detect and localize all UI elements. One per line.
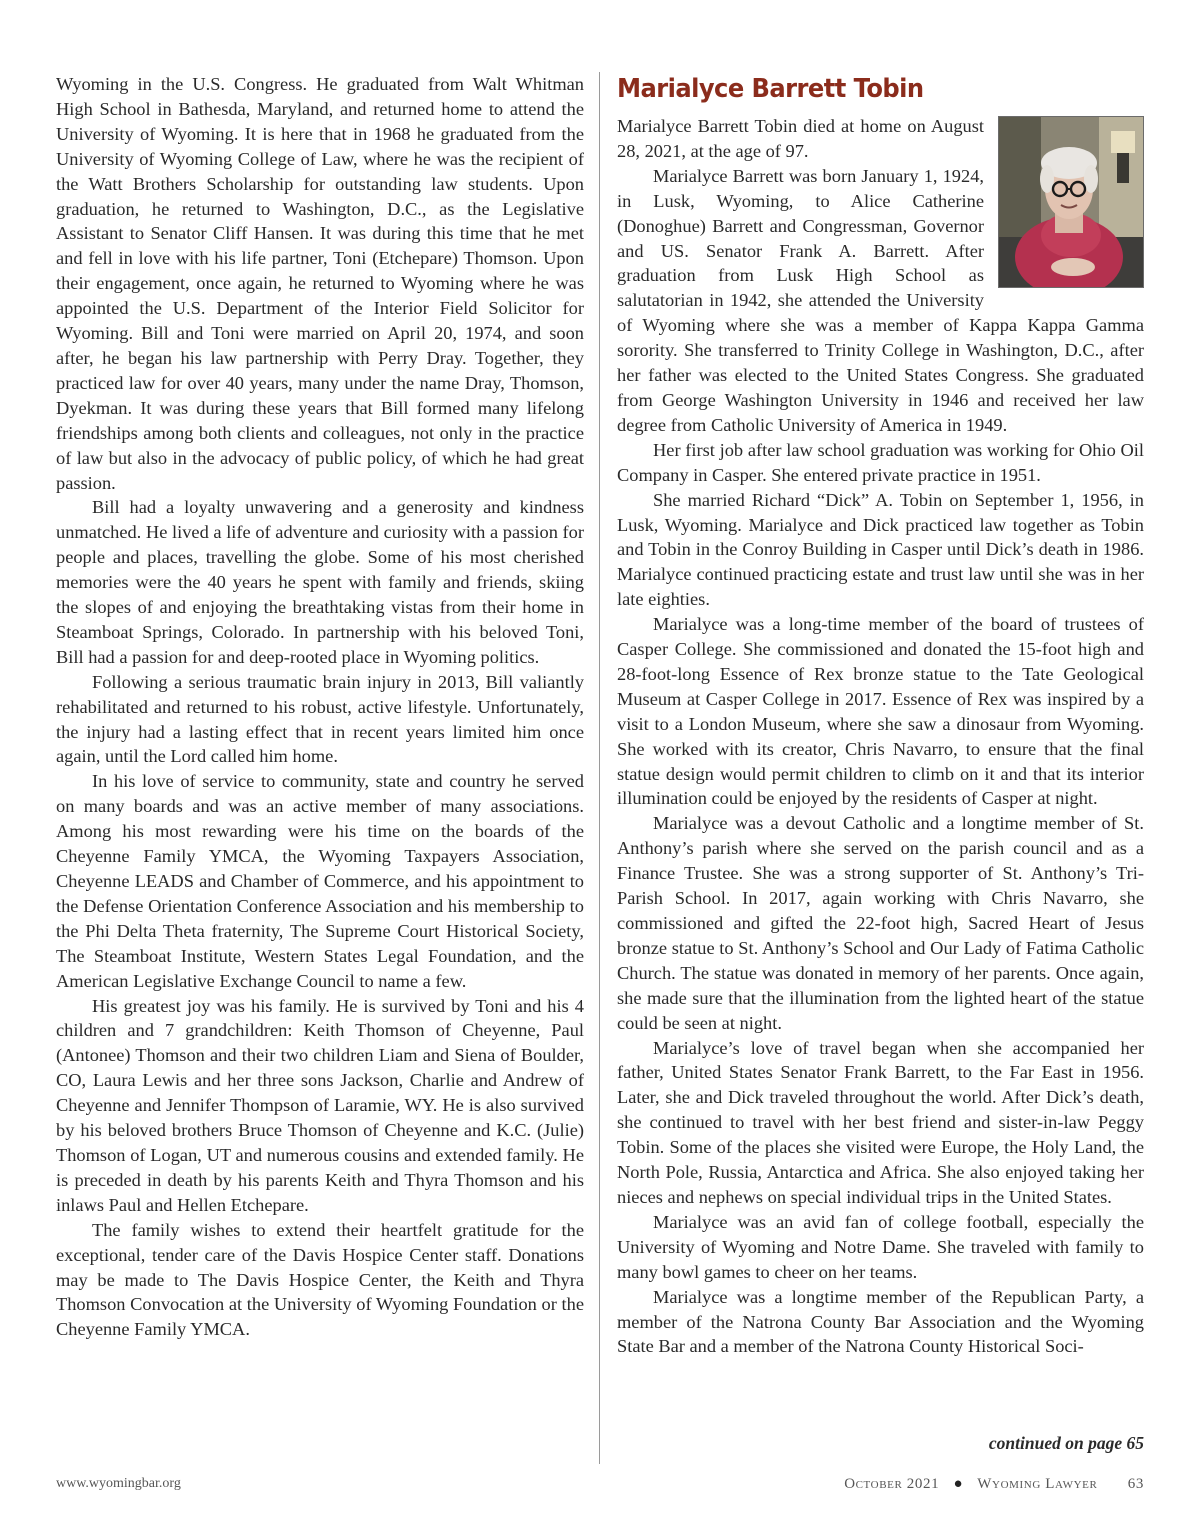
- right-paragraph-5: Marialyce was a long-time member of the board of trustees of Casper College. She commissioned and donated the 15-foot high and 28-foot-long Essence of Rex bronze statue to the Tate Geological Museum at Casper College in 2017. Essence of Rex was inspired by a visit to a London Museum, where she saw a dinosaur from Wyoming. She worked with its creator, Chris Navarro, to ensure that the final statue design would permit children to climb on it and that its interior illumination could be enjoyed by the residents of Casper at night.: [617, 614, 1144, 809]
- continued-note: continued on page 65: [988, 1433, 1144, 1453]
- footer-website: www.wyomingbar.org: [56, 1476, 181, 1491]
- right-paragraph-7: Marialyce’s love of travel began when she accompanied her father, United States Senator Frank Barrett, to the Far East in 1956. Later, she and Dick traveled throughout the world. After Dick’s death, she continued to travel with her best friend and sister-in-law Peggy Tobin. Some of the places she visited were Europe, the Holy Land, the North Pole, Russia, Antarctica and Africa. She also enjoyed taking her nieces and nephews on special individual trips in the United States.: [617, 1037, 1144, 1207]
- page-footer: [56, 1476, 1144, 1498]
- footer-issue-date: October 2021: [844, 1476, 940, 1492]
- left-column: [56, 72, 584, 1342]
- right-paragraph-6: Marialyce was a devout Catholic and a longtime member of St. Anthony’s parish where she served on the parish council and as a Finance Trustee. She was a strong supporter of St. Anthony’s Tri-Parish School. In 2017, again working with Chris Navarro, she commissioned and gifted the 22-foot high, Sacred Heart of Jesus bronze statue to St. Anthony’s School and Our Lady of Fatima Catholic Church. The statue was donated in memory of her parents. Once again, she made sure that the illumination from the lighted heart of the statue could be seen at night.: [617, 813, 1144, 1033]
- footer-issue-info: [844, 1476, 1144, 1493]
- right-paragraph-1: Marialyce Barrett Tobin died at home on August 28, 2021, at the age of 97.: [617, 116, 984, 161]
- right-paragraph-2: Marialyce Barrett was born January 1, 1924, in Lusk, Wyoming, to Alice Catherine (Donoghue) Barrett and Congressman, Governor and US. Senator Frank A. Barrett. After graduation from Lusk High School as salutatorian in 1942, she attended the University of Wyoming where she was a member of Kappa Kappa Gamma sorority. She transferred to Trinity College in Washington, D.C., after her father was elected to the United States Congress. She graduated from George Washington University in 1946 and received her law degree from Catholic University of America in 1949.: [617, 165, 1144, 435]
- right-column: [617, 76, 1144, 1359]
- portrait-photo: [998, 116, 1144, 288]
- left-paragraph-4: In his love of service to community, state and country he served on many boards and was an active member of many associations. Among his most rewarding were his time on the boards of the Cheyenne Family YMCA, the Wyoming Taxpayers Association, Cheyenne LEADS and Chamber of Commerce, and his appointment to the Defense Orientation Conference Association and his membership to the Phi Delta Theta fraternity, The Supreme Court Historical Society, The Steamboat Institute, Western States Legal Foundation, and the American Legislative Exchange Council to name a few.: [56, 771, 584, 991]
- column-divider: [599, 72, 600, 1464]
- right-paragraph-3: Her first job after law school graduation was working for Ohio Oil Company in Casper. She entered private practice in 1951.: [617, 439, 1144, 485]
- left-paragraph-3: Following a serious traumatic brain injury in 2013, Bill valiantly rehabilitated and returned to his robust, active lifestyle. Unfortunately, the injury had a lasting effect that in recent years limited him once again, until the Lord called him home.: [56, 671, 584, 767]
- right-paragraph-4: She married Richard “Dick” A. Tobin on September 1, 1956, in Lusk, Wyoming. Marialyce and Dick practiced law together as Tobin and Tobin in the Conroy Building in Casper until Dick’s death in 1986. Marialyce continued practicing estate and trust law until she was in her late eighties.: [617, 489, 1144, 610]
- obituary-headline: Marialyce Barrett Tobin: [617, 74, 924, 104]
- footer-publication: Wyoming Lawyer: [977, 1476, 1098, 1492]
- footer-bullet-icon: ●: [953, 1476, 964, 1492]
- left-paragraph-6: The family wishes to extend their heartfelt gratitude for the exceptional, tender care of the Davis Hospice Center staff. Donations may be made to The Davis Hospice Center, the Keith and Thyra Thomson Convocation at the University of Wyoming Foundation or the Cheyenne Family YMCA.: [56, 1219, 584, 1340]
- left-paragraph-1: Wyoming in the U.S. Congress. He graduated from Walt Whitman High School in Bathesda, Maryland, and returned home to attend the University of Wyoming. It is here that in 1968 he graduated from the University of Wyoming College of Law, where he was the recipient of the Watt Brothers Scholarship for outstanding law students. Upon graduation, he returned to Washington, D.C., as the Legislative Assistant to Senator Cliff Hansen. It was during this time that he met and fell in love with his life partner, Toni (Etchepare) Thomson. Upon their engagement, once again, he returned to Wyoming where he was appointed the U.S. Department of the Interior Field Solicitor for Wyoming. Bill and Toni were married on April 20, 1974, and soon after, he began his law partnership with Perry Dray. Together, they practiced law for over 40 years, many under the name Dray, Thomson, Dyekman. It was during these years that Bill formed many lifelong friendships among both clients and colleagues, not only in the practice of law but also in the advocacy of public policy, of which he had great passion.: [56, 74, 584, 493]
- right-paragraph-8: Marialyce was an avid fan of college football, especially the University of Wyoming and Notre Dame. She traveled with family to many bowl games to cheer on her teams.: [617, 1211, 1144, 1282]
- left-paragraph-5: His greatest joy was his family. He is survived by Toni and his 4 children and 7 grandchildren: Keith Thomson of Cheyenne, Paul (Antonee) Thomson and their two children Liam and Siena of Boulder, CO, Laura Lewis and her three sons Jackson, Charlie and Andrew of Cheyenne and Jennifer Thompson of Laramie, WY. He is also survived by his beloved brothers Bruce Thomson of Cheyenne and K.C. (Julie) Thomson of Logan, UT and numerous cousins and extended family. He is preceded in death by his parents Keith and Thyra Thomson and his inlaws Paul and Hellen Etchepare.: [56, 995, 584, 1215]
- left-paragraph-2: Bill had a loyalty unwavering and a generosity and kindness unmatched. He lived a life of adventure and curiosity with a passion for people and places, travelling the globe. Some of his most cherished memories were the 40 years he spent with family and friends, skiing the slopes of and enjoying the breathtaking vistas from their home in Steamboat Springs, Colorado. In partnership with his beloved Toni, Bill had a passion for and deep-rooted place in Wyoming politics.: [56, 497, 584, 667]
- footer-page-number: 63: [1127, 1476, 1144, 1492]
- right-paragraph-9: Marialyce was a longtime member of the Republican Party, a member of the Natrona County Bar Association and the Wyoming State Bar and a member of the Natrona County Historical Soci-: [617, 1286, 1144, 1357]
